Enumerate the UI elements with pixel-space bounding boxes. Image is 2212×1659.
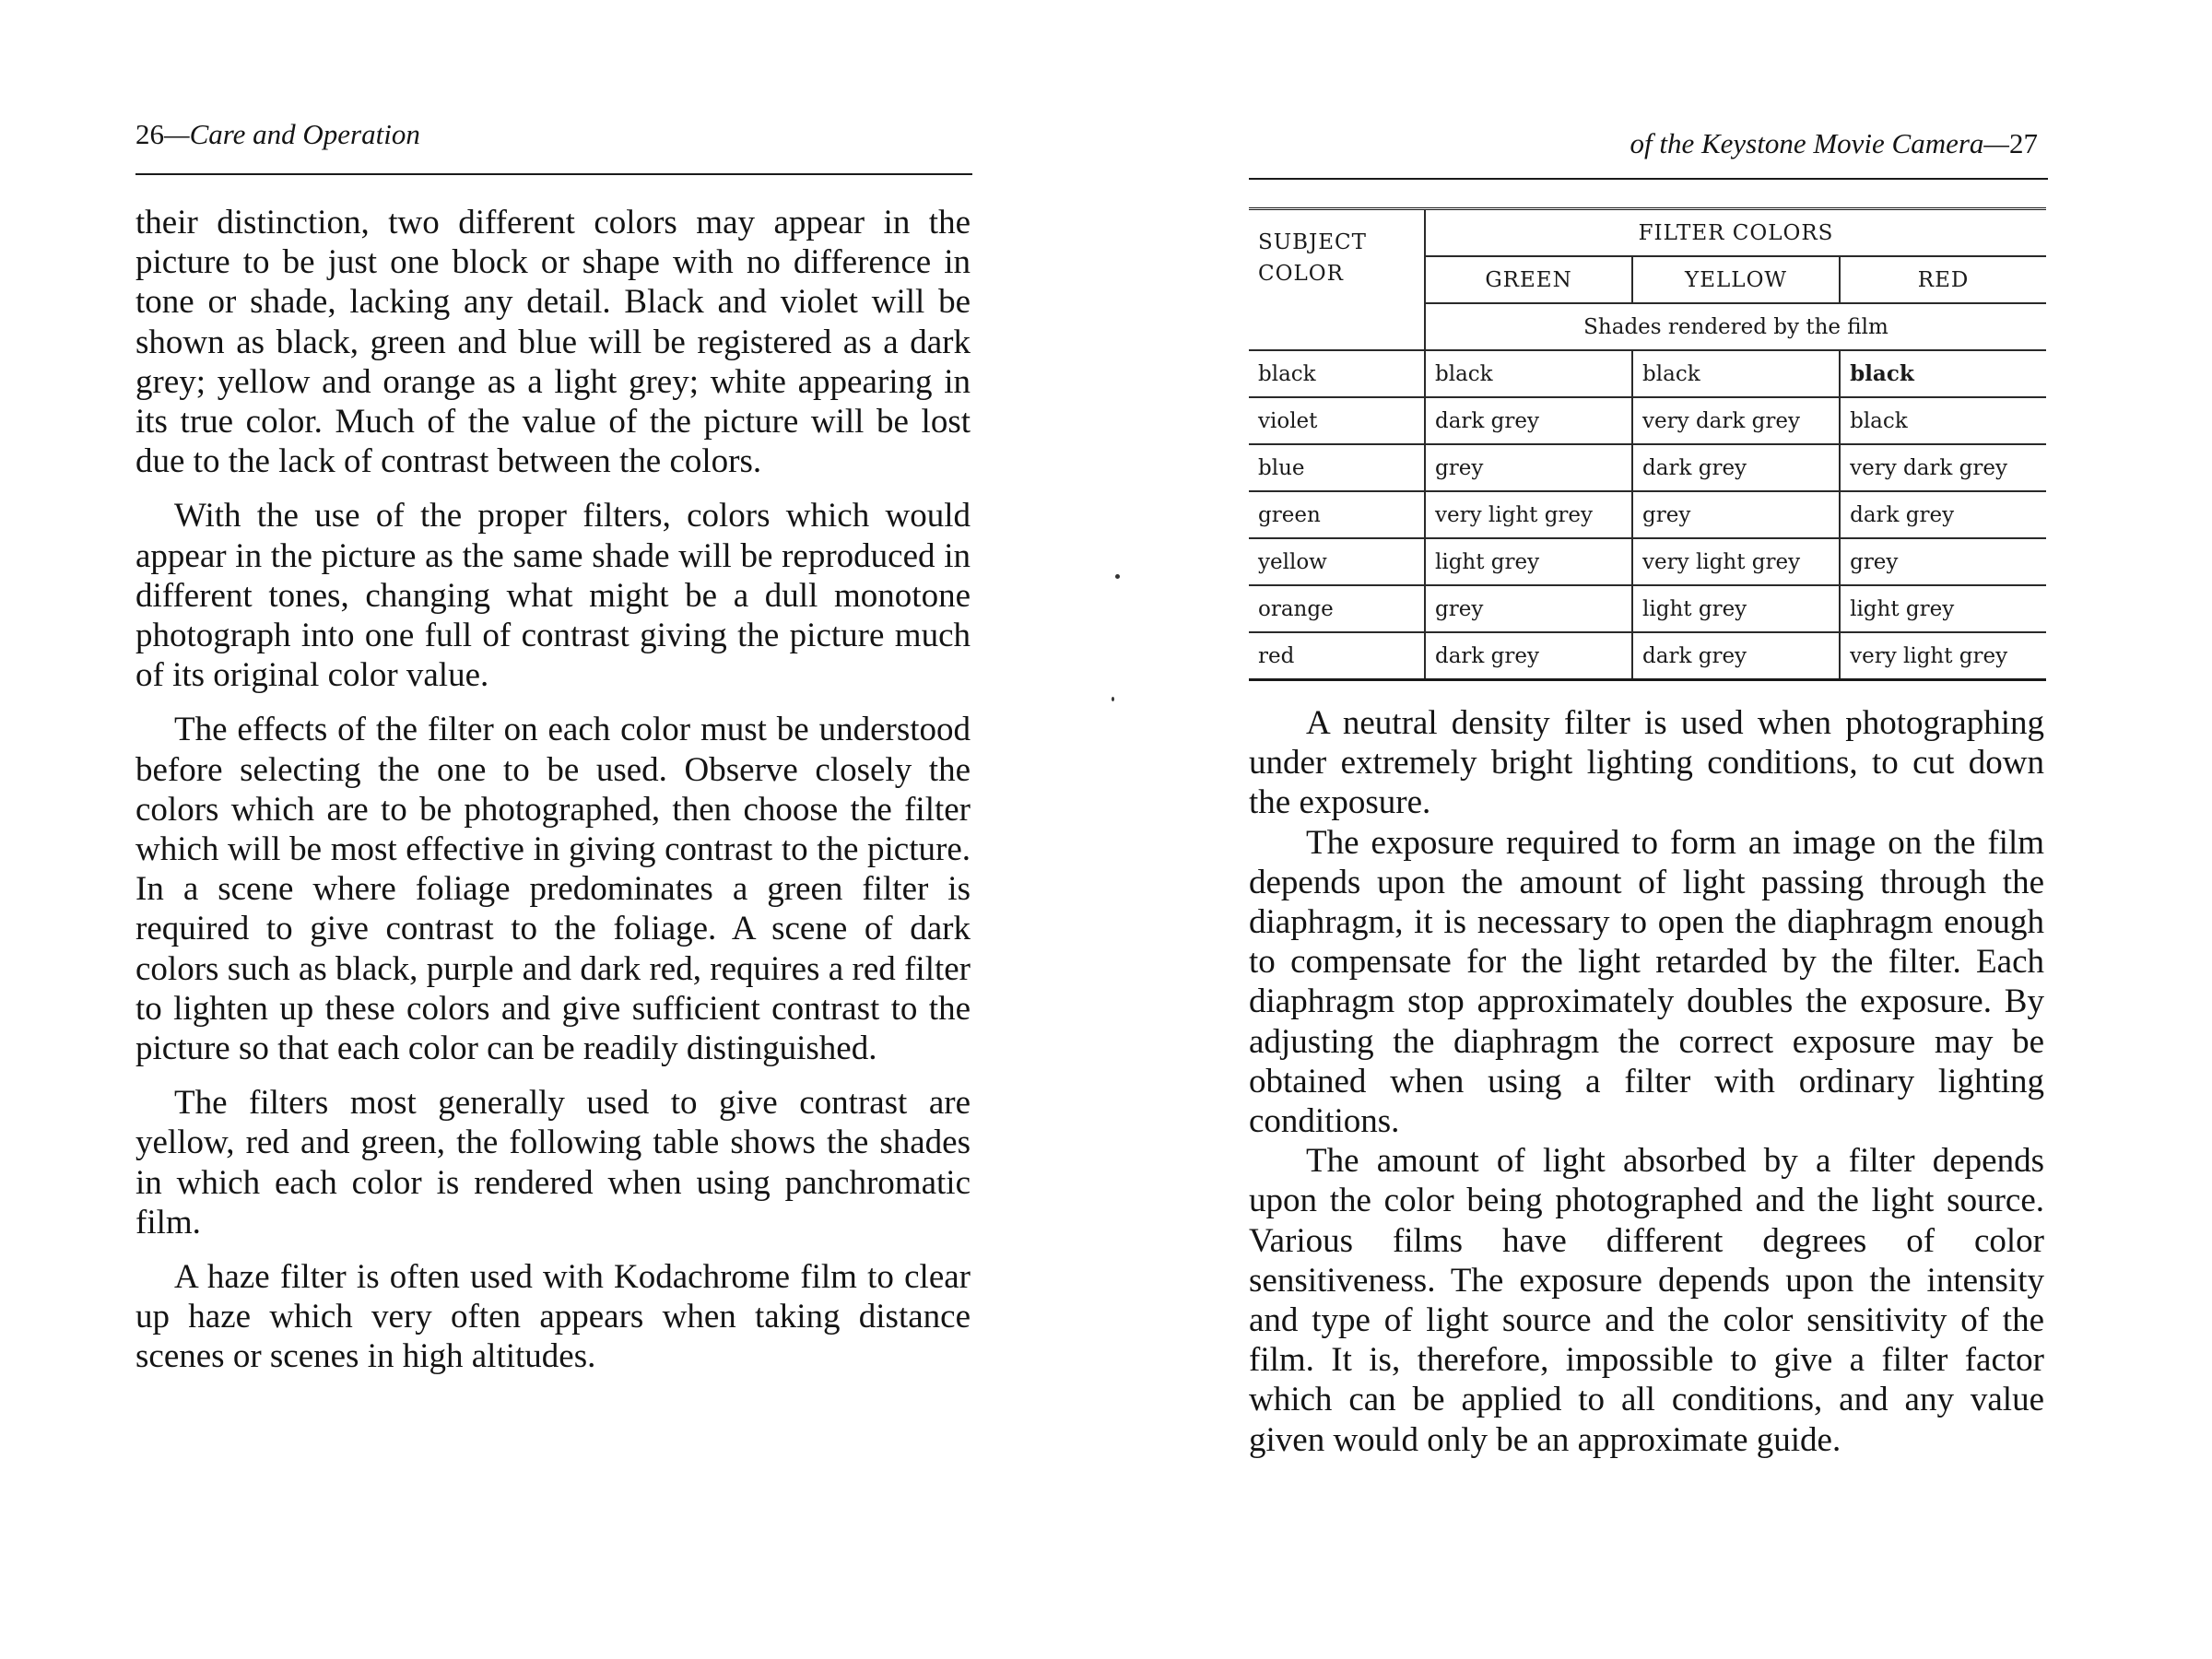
cell-red: very light grey [1840,632,2046,680]
cell-yellow: grey [1632,491,1840,538]
paragraph: The exposure required to form an image on the film depends upon the amount of light passing through the diaphragm, it is necessary to open the diaphragm enough to compensate for the light retarded by the filter. Each diaphragm stop approximately doubles the exposure. By adjusting the diaphragm the correct exposure may be obtained when using a filter with ordinary lighting conditions. [1249,823,2044,1141]
paragraph: A neutral density filter is used when photographing under extremely bright lighting conditions, to cut down the exposure. [1249,704,2044,822]
column-header-yellow: YELLOW [1632,256,1840,303]
table-row [1249,491,2046,538]
paragraph: The filters most generally used to give contrast are yellow, red and green, the following table shows the shades in which each color is rendered when using panchromatic film. [135,1084,971,1241]
header-rule-left [135,173,972,175]
right-body-text [1249,703,2044,1460]
row-subject: yellow [1249,538,1425,585]
table-row [1249,585,2046,632]
subject-color-header [1249,209,1425,351]
cell-red: dark grey [1840,491,2046,538]
table-row [1249,350,2046,397]
paragraph: The amount of light absorbed by a filter depends upon the color being photographed and the light source. Various films have different degrees of color sensitiveness. The exposure depends upon the intensity and type of light source and the color sensitivity of the film. It is, therefore, impossible to give a filter factor which can be applied to all conditions, and any value given would only be an approximate guide. [1249,1142,2044,1459]
running-head-title-right: of the Keystone Movie Camera— [1630,127,2009,159]
header-rule-right [1249,178,2048,180]
cell-green: dark grey [1435,643,1540,668]
cell-green: light grey [1425,538,1632,585]
filter-colors-header: FILTER COLORS [1425,209,2046,257]
table-row [1249,397,2046,444]
cell-yellow: very light grey [1632,538,1840,585]
row-subject: violet [1249,397,1425,444]
cell-yellow: very dark grey [1632,397,1840,444]
table-row [1249,632,2046,680]
table-header-row [1249,209,2046,257]
cell-green: grey [1425,444,1632,491]
row-subject: red [1249,632,1425,680]
cell-green: dark grey [1425,397,1632,444]
paragraph: their distinction, two different colors may appear in the picture to be just one block or shape with no difference in tone or shade, lacking any detail. Black and violet will be shown as black, green and blue will be registered as a dark grey; yellow and orange as a light grey; white appearing in its true color. Much of the value of the picture will be lost due to the lack of contrast between the colors. [135,204,971,481]
cell-red: black [1840,350,2046,397]
paragraph: A haze filter is often used with Kodachrome film to clear up haze which very often appears when taking distance scenes or scenes in high altitudes. [135,1258,971,1376]
row-subject: black [1249,350,1425,397]
row-subject: green [1249,491,1425,538]
table-row [1249,538,2046,585]
right-page [1106,0,2212,1659]
row-subject: blue [1249,444,1425,491]
left-body-text [135,203,971,1377]
page-number-right: 27 [2009,127,2038,159]
cell-green: very light grey [1425,491,1632,538]
row-subject: orange [1249,585,1425,632]
cell-red: black [1840,397,2046,444]
running-head-left [135,118,420,155]
filter-shades-table [1249,207,2046,681]
column-header-green: GREEN [1425,256,1632,303]
cell-yellow: dark grey [1632,632,1840,680]
cell-green: black [1425,350,1632,397]
table-row [1249,444,2046,491]
shades-subheader: Shades rendered by the film [1425,303,2046,350]
cell-red: grey [1840,538,2046,585]
page-number-left: 26 [135,118,164,150]
paragraph: With the use of the proper filters, colors which would appear in the picture as the same shade will be reproduced in different tones, changing what might be a dull monotone photograph into one full of contrast giving the picture much of its original color value. [135,497,971,695]
paragraph: The effects of the filter on each color must be understood before selecting the one to be used. Observe closely the colors which are to be photographed, then choose the filter which will be most effective in giving contrast to the picture. In a scene where foliage predominates a green filter is required to give contrast to the foliage. A scene of dark colors such as black, purple and dark red, requires a red filter to lighten up these colors and give sufficient contrast to the picture so that each color can be readily distinguished. [135,711,971,1068]
cell-red: very dark grey [1840,444,2046,491]
column-header-red: RED [1840,256,2046,303]
cell-green: grey [1425,585,1632,632]
cell-yellow: black [1632,350,1840,397]
cell-yellow: dark grey [1632,444,1840,491]
subject-header-line: COLOR [1258,262,1344,286]
subject-header-line: SUBJECT [1258,230,1367,254]
cell-yellow: light grey [1632,585,1840,632]
cell-red: light grey [1840,585,2046,632]
running-head-right [1630,127,2038,164]
running-head-title-left: —Care and Operation [164,118,420,150]
